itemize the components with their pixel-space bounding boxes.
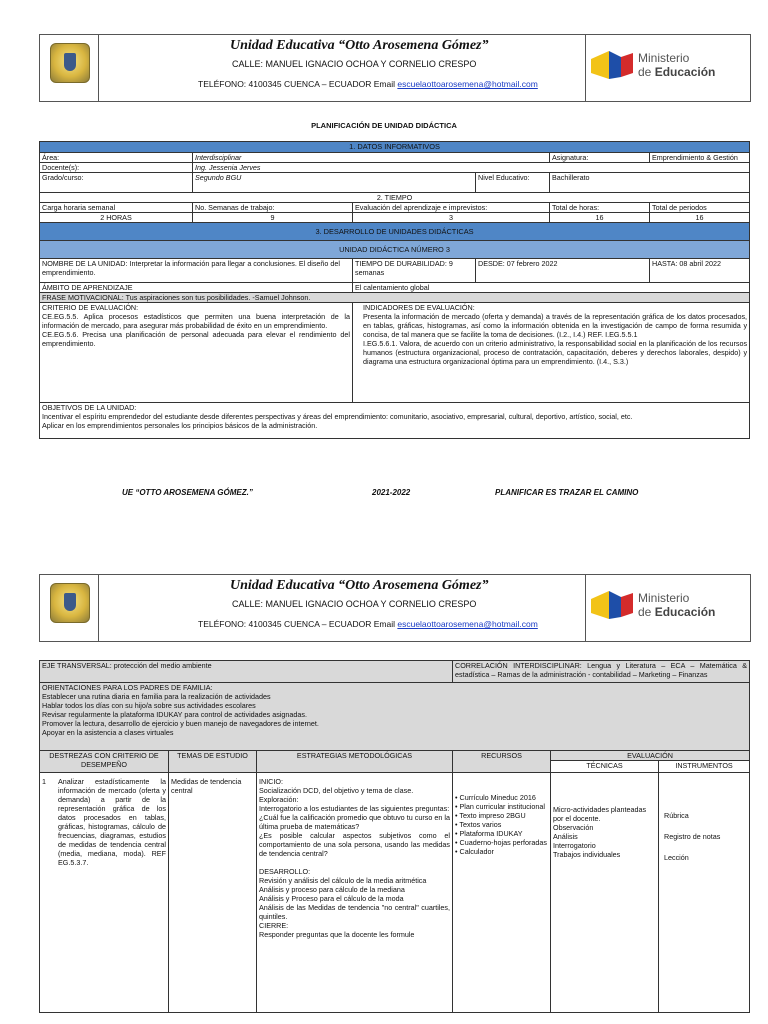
school-email-link[interactable]: escuelaottoarosemena@hotmail.com xyxy=(397,79,538,89)
orientaciones-padres xyxy=(40,683,750,751)
ministry-line1: Ministerio xyxy=(638,51,690,65)
planning-table xyxy=(39,141,750,439)
header-instrumentos: INSTRUMENTOS xyxy=(659,761,750,773)
estrategia-line: ¿Cuál fue la calificación promedio que obtuvo tu curso en la última prueba de matemáticas? xyxy=(259,813,450,831)
unit-name: NOMBRE DE LA UNIDAD: Interpretar la información para llegar a conclusiones. El diseño del emprendimiento. xyxy=(40,259,353,283)
ministry-line2: de Educación xyxy=(638,65,716,79)
indicador-item-1: Presenta la información de mercado (oferta y demanda) a través de la representación gráfica de los datos procesados, en tablas, gráficas, histogramas, así como la información obtenida en la investigación de campo de forma resumida y concisa, de tal manera que se facilite la toma de decisiones. (I.2., I.4.) REF. I.EG.5.5.1 xyxy=(363,312,748,339)
nivel-value: Bachillerato xyxy=(550,173,750,193)
list-item: • Texto impreso 2BGU xyxy=(455,811,526,820)
tiempo-header-periodos: Total de periodos xyxy=(650,203,750,213)
orientacion-item: Establecer una rutina diaria en familia para la realización de actividades xyxy=(42,692,271,701)
school-header-page2 xyxy=(39,574,751,642)
footer-school: UE “OTTO AROSEMENA GÓMEZ.” xyxy=(122,488,253,497)
instrumentos-cell xyxy=(659,773,750,1013)
estrategia-line: ¿Es posible calcular aspectos subjetivos como el comportamiento de una sola persona, usando las medidas de tendencia central? xyxy=(259,831,450,858)
orientacion-item: Hablar todos los días con su hijo/a sobre sus actividades escolares xyxy=(42,701,256,710)
indicadores-title: INDICADORES DE EVALUACIÓN: xyxy=(363,303,475,312)
table-row xyxy=(40,773,750,1013)
tiempo-value-horas: 16 xyxy=(550,213,650,223)
school-contact xyxy=(198,79,538,89)
school-address: CALLE: MANUEL IGNACIO OCHOA Y CORNELIO CRESPO xyxy=(232,59,477,69)
indicadores-evaluacion xyxy=(353,303,750,403)
strategy-table xyxy=(39,660,750,1013)
ministry-logo-cell xyxy=(585,575,751,641)
ministry-flag-icon xyxy=(591,49,633,83)
instrumento-item: Registro de notas xyxy=(664,832,721,841)
criterio-item-2: CE.EG.5.6. Precisa una planificación de personal adecuada para elevar el rendimiento del emprendimiento. xyxy=(42,330,350,348)
tiempo-value-carga: 2 HORAS xyxy=(40,213,193,223)
estrategia-line: Socialización DCD, del objetivo y tema de clase. xyxy=(259,786,414,795)
header-evaluacion: EVALUACIÓN xyxy=(551,751,750,761)
estrategia-line: Revisión y análisis del cálculo de la media aritmética xyxy=(259,876,427,885)
estrategia-line: Análisis de las Medidas de tendencia "no central" cuartiles, quintiles. xyxy=(259,903,450,921)
estrategia-line: CIERRE: xyxy=(259,921,289,930)
destreza-text: Analizar estadísticamente la información de mercado (oferta y demanda) a partir de la representación gráfica de los datos procesados en tablas, gráficas, histogramas, cálculo de frecuencias, diagramas, estudios de medidas de tendencia central (media, mediana, moda). REF EG.5.3.7. xyxy=(58,777,166,867)
ministry-logo-cell xyxy=(585,35,751,101)
objetivo-item-1: Incentivar el espíritu emprendedor del estudiante desde diferentes perspectivas y áreas del emprendimiento: comunitario, asociativo, empresarial, cultural, deportivo, artístico, social, etc. xyxy=(42,412,633,421)
recursos-cell xyxy=(453,773,551,1013)
correlacion-interdisciplinar: CORRELACIÓN INTERDISCIPLINAR: Lengua y Literatura – ECA – Matemática & estadística – Ramas de la administración - contabilidad – Marketing – Finanzas xyxy=(453,661,750,683)
tiempo-header-carga: Carga horaria semanal xyxy=(40,203,193,213)
unit-duration: TIEMPO DE DURABILIDAD: 9 semanas xyxy=(353,259,476,283)
objetivos-unidad xyxy=(40,403,750,439)
header-temas: TEMAS DE ESTUDIO xyxy=(169,751,257,773)
indicador-item-2: I.EG.5.6.1. Valora, de acuerdo con un criterio administrativo, la responsabilidad social en la planificación de los recursos humanos (estructura organizacional, proceso de contratación, capacitación, deberes y derechos laborales, despido) y diagrama una estructura organizacional óptima para un emprendimiento. (I.4., S.3.) xyxy=(363,339,748,366)
tiempo-header-horas: Total de horas: xyxy=(550,203,650,213)
orientacion-item: Revisar regularmente la plataforma IDUKAY para control de actividades asignadas. xyxy=(42,710,308,719)
docente-value: Ing. Jessenia Jerves xyxy=(193,163,750,173)
section-datos-informativos: 1. DATOS INFORMATIVOS xyxy=(40,142,750,153)
ministry-name xyxy=(638,51,715,79)
document-title: PLANIFICACIÓN DE UNIDAD DIDÁCTICA xyxy=(311,121,457,130)
nivel-label: Nivel Educativo: xyxy=(476,173,550,193)
header-recursos: RECURSOS xyxy=(453,751,551,773)
tema-cell: Medidas de tendencia central xyxy=(169,773,257,1013)
objetivo-item-2: Aplicar en los emprendimientos personales los principios básicos de la administración. xyxy=(42,421,318,430)
tiempo-header-evaluacion: Evaluación del aprendizaje e imprevistos: xyxy=(353,203,550,213)
instrumento-item: Rúbrica xyxy=(664,811,689,820)
school-contact xyxy=(198,619,538,629)
estrategia-line: INICIO: xyxy=(259,777,283,786)
school-email-link[interactable]: escuelaottoarosemena@hotmail.com xyxy=(397,619,538,629)
school-name: Unidad Educativa “Otto Arosemena Gómez” xyxy=(230,578,489,593)
ministry-line2: de Educación xyxy=(638,605,716,619)
ambito-label: ÁMBITO DE APRENDIZAJE xyxy=(40,283,353,293)
footer-motto: PLANIFICAR ES TRAZAR EL CAMINO xyxy=(495,488,639,497)
section-desarrollo: 3. DESARROLLO DE UNIDADES DIDÁCTICAS xyxy=(40,223,750,241)
school-name: Unidad Educativa “Otto Arosemena Gómez” xyxy=(230,38,489,53)
tecnica-item: Micro-actividades planteadas por el docente. xyxy=(553,805,647,823)
list-item: • Cuaderno-hojas perforadas xyxy=(455,838,548,847)
school-crest-icon xyxy=(50,583,90,623)
estrategia-line: Interrogatorio a los estudiantes de las siguientes preguntas: xyxy=(259,804,450,813)
estrategias-cell xyxy=(257,773,453,1013)
tiempo-value-periodos: 16 xyxy=(650,213,750,223)
orientacion-item: Promover la lectura, desarrollo de ejercicio y buen manejo de navegadores de internet. xyxy=(42,719,319,728)
ministry-line1: Ministerio xyxy=(638,591,690,605)
destreza-cell xyxy=(40,773,169,1013)
school-crest-icon xyxy=(50,43,90,83)
school-address: CALLE: MANUEL IGNACIO OCHOA Y CORNELIO CRESPO xyxy=(232,599,477,609)
estrategia-spacer xyxy=(259,858,450,867)
list-item: • Currículo Mineduc 2016 xyxy=(455,793,536,802)
grado-value: Segundo BGU xyxy=(193,173,476,193)
school-logo-cell xyxy=(40,35,99,101)
unit-end-date: HASTA: 08 abril 2022 xyxy=(650,259,750,283)
tecnica-item: Trabajos individuales xyxy=(553,850,621,859)
list-item: • Textos varios xyxy=(455,820,502,829)
tiempo-value-evaluacion: 3 xyxy=(353,213,550,223)
unit-number: UNIDAD DIDÁCTICA NÚMERO 3 xyxy=(40,241,750,259)
list-item: • Calculador xyxy=(455,847,494,856)
header-destrezas: DESTREZAS CON CRITERIO DE DESEMPEÑO xyxy=(40,751,169,773)
objetivos-title: OBJETIVOS DE LA UNIDAD: xyxy=(42,403,137,412)
tecnica-item: Análisis xyxy=(553,832,578,841)
school-phone: TELÉFONO: 4100345 CUENCA – ECUADOR Email xyxy=(198,619,395,629)
ambito-value: El calentamiento global xyxy=(353,283,750,293)
estrategia-line: Exploración: xyxy=(259,795,299,804)
recursos-list xyxy=(455,793,548,856)
orientacion-item: Apoyar en la asistencia a clases virtuales xyxy=(42,728,174,737)
motivational-phrase: FRASE MOTIVACIONAL: Tus aspiraciones son tus posibilidades. -Samuel Johnson. xyxy=(40,293,750,303)
tecnicas-cell xyxy=(551,773,659,1013)
estrategia-line: Responder preguntas que la docente les formule xyxy=(259,930,415,939)
estrategia-line: Análisis y proceso para cálculo de la mediana xyxy=(259,885,405,894)
estrategia-line: DESARROLLO: xyxy=(259,867,311,876)
grado-label: Grado/curso: xyxy=(40,173,193,193)
school-header xyxy=(39,34,751,102)
criterio-item-1: CE.EG.5.5. Aplica procesos estadísticos que permiten una buena interpretación de la información de mercado, para asegurar más probabilidad de éxito en un emprendimiento. xyxy=(42,312,350,330)
tiempo-value-semanas: 9 xyxy=(193,213,353,223)
ministry-name xyxy=(638,591,715,619)
list-item: • Plan curricular institucional xyxy=(455,802,546,811)
ministry-flag-icon xyxy=(591,589,633,623)
section-tiempo: 2. TIEMPO xyxy=(40,193,750,203)
tecnica-item: Interrogatorio xyxy=(553,841,596,850)
header-tecnicas: TÉCNICAS xyxy=(551,761,659,773)
area-value: Interdisciplinar xyxy=(193,153,550,163)
estrategia-line: Análisis y Proceso para el cálculo de la moda xyxy=(259,894,404,903)
row-number: 1 xyxy=(42,777,46,786)
asignatura-label: Asignatura: xyxy=(550,153,650,163)
school-phone: TELÉFONO: 4100345 CUENCA – ECUADOR Email xyxy=(198,79,395,89)
criterio-evaluacion xyxy=(40,303,353,403)
asignatura-value: Emprendimiento & Gestión xyxy=(650,153,750,163)
docente-label: Docente(s): xyxy=(40,163,193,173)
school-logo-cell xyxy=(40,575,99,641)
area-label: Área: xyxy=(40,153,193,163)
eje-transversal: EJE TRANSVERSAL: protección del medio ambiente xyxy=(40,661,453,683)
tiempo-header-semanas: No. Semanas de trabajo: xyxy=(193,203,353,213)
unit-start-date: DESDE: 07 febrero 2022 xyxy=(476,259,650,283)
criterio-title: CRITERIO DE EVALUACIÓN: xyxy=(42,303,139,312)
list-item: • Plataforma IDUKAY xyxy=(455,829,523,838)
tecnica-item: Observación xyxy=(553,823,594,832)
instrumento-item: Lección xyxy=(664,853,689,862)
footer-year: 2021-2022 xyxy=(372,488,411,497)
orientaciones-title: ORIENTACIONES PARA LOS PADRES DE FAMILIA: xyxy=(42,683,213,692)
header-estrategias: ESTRATEGIAS METODOLÓGICAS xyxy=(257,751,453,773)
